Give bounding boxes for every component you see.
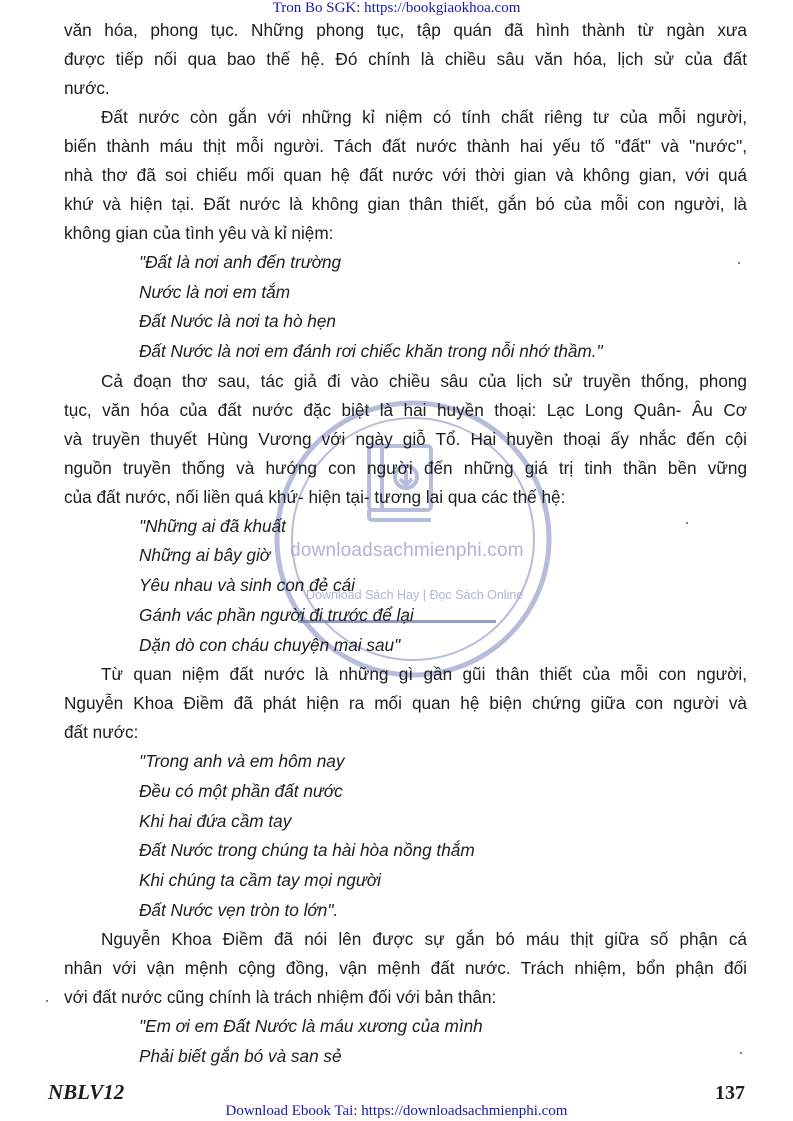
poem-line: Đất Nước là nơi ta hò hẹn (139, 311, 336, 332)
paragraph-line: và truyền thuyết Hùng Vương với ngày giỗ Tổ. Hai huyền thoại ấy nhắc đến cội (64, 428, 747, 449)
paragraph-line: Đất nước còn gắn với những kỉ niệm có tính chất riêng tư của mỗi người, (101, 107, 747, 127)
paragraph-line: Cả đoạn thơ sau, tác giả đi vào chiều sâu của lịch sử truyền thống, phong (101, 370, 747, 391)
paragraph-line: đất nước: (64, 722, 139, 743)
watermark-site-name: downloadsachmienphi.com (290, 540, 524, 561)
poem-line: Dặn dò con cháu chuyện mai sau" (139, 634, 401, 655)
poem-line: Gánh vác phần người đi trước để lại (139, 604, 414, 625)
poem-line: "Em ơi em Đất Nước là máu xương của mình (139, 1016, 483, 1037)
page-body (64, 16, 747, 1072)
poem-line: Đất Nước trong chúng ta hài hòa nồng thắm (139, 840, 475, 861)
poem-line: "Đất là nơi anh đến trường (139, 252, 342, 272)
footer-download-link[interactable]: Download Ebook Tai: https://downloadsachmienphi.com (225, 1103, 568, 1119)
paragraph-line: Nguyễn Khoa Điềm đã phát hiện ra mối quan hệ biện chứng giữa con người và (64, 693, 747, 714)
poem-line: Nước là nơi em tắm (139, 281, 291, 302)
paragraph-line: với đất nước cũng chính là trách nhiệm đối với bản thân: (64, 987, 497, 1008)
book-code: NBLV12 (48, 1080, 125, 1104)
watermark-tagline: Download Sách Hay | Đọc Sách Online (306, 588, 524, 602)
poem-line: Phải biết gắn bó và san sẻ (139, 1046, 342, 1066)
poem-line: Khi hai đứa cầm tay (139, 810, 292, 831)
page-number: 137 (715, 1082, 745, 1104)
poem-line: Khi chúng ta cầm tay mọi người (139, 869, 381, 890)
paragraph-line: Nguyễn Khoa Điềm đã nói lên được sự gắn bó máu thịt giữa số phận cá (101, 929, 747, 950)
paragraph-line: nhà thơ đã soi chiếu mối quan hệ đất nước với thời gian và không gian, với quá (64, 165, 747, 185)
poem-line: Yêu nhau và sinh con đẻ cái (139, 575, 355, 596)
poem-line: "Những ai đã khuất (139, 515, 286, 536)
paragraph-line: Từ quan niệm đất nước là những gì gần gũi thân thiết của mỗi con người, (101, 664, 747, 685)
paragraph-line: của đất nước, nối liền quá khứ- hiện tại- tương lai qua các thế hệ: (64, 486, 566, 507)
poem-line: Đất Nước là nơi em đánh rơi chiếc khăn trong nỗi nhớ thầm." (139, 341, 603, 362)
paragraph-line: biến thành máu thịt mỗi người. Tách đất nước thành hai yếu tố "đất" và "nước", (64, 136, 747, 156)
paragraph-line: khứ và hiện tại. Đất nước là không gian thân thiết, gắn bó của mỗi con người, là (64, 194, 747, 214)
paragraph-line: nguồn truyền thống và hướng con người đến những giá trị tinh thần bền vững (64, 457, 747, 478)
paragraph-line: tục, văn hóa của đất nước đặc biệt là hai huyền thoại: Lạc Long Quân- Âu Cơ (64, 399, 747, 420)
paragraph-line: không gian của tình yêu và kỉ niệm: (64, 223, 334, 243)
poem-line: "Trong anh và em hôm nay (139, 751, 345, 772)
poem-line: Những ai bây giờ (139, 545, 271, 566)
poem-line: Đất Nước vẹn tròn to lớn". (139, 899, 339, 920)
poem-line: Đều có một phần đất nước (139, 780, 343, 801)
paragraph-line: nhân với vận mệnh cộng đồng, vận mệnh đất nước. Trách nhiệm, bổn phận đối (64, 958, 747, 979)
header-download-link[interactable]: Tron Bo SGK: https://bookgiaokhoa.com (272, 0, 521, 16)
paragraph-line: được tiếp nối qua bao thế hệ. Đó chính là chiều sâu văn hóa, lịch sử của đất (64, 49, 747, 69)
paragraph-line: nước. (64, 78, 110, 98)
paragraph-line: văn hóa, phong tục. Những phong tục, tập quán đã hình thành từ ngàn xưa (64, 20, 747, 40)
